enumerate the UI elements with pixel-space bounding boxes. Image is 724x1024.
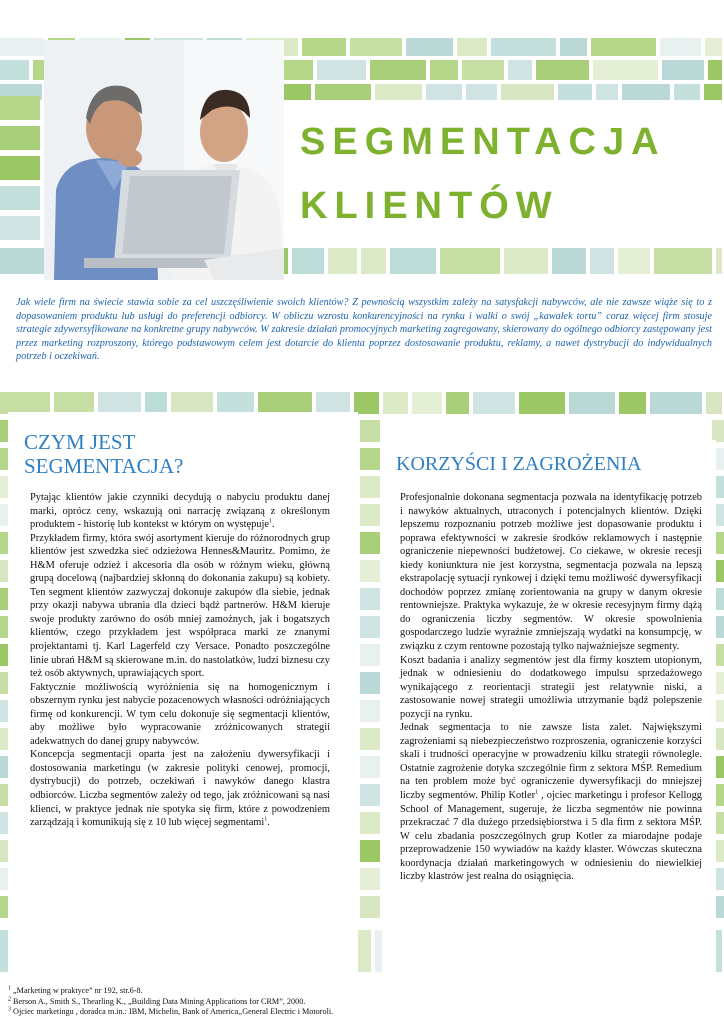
footnote-1: [8, 986, 528, 997]
mosaic-tile: [536, 60, 589, 80]
mosaic-tile: [491, 38, 556, 56]
mosaic-tile: [712, 420, 724, 442]
mosaic-tile: [217, 392, 254, 414]
footnote-3: [8, 1007, 528, 1018]
footnotes: [8, 986, 528, 1018]
mosaic-tile: [360, 504, 380, 526]
mosaic-tile: [412, 392, 442, 414]
mosaic-tile: [704, 84, 722, 100]
mosaic-tile: [316, 392, 350, 414]
footnote-1-number: 1: [8, 985, 11, 992]
mosaic-tile: [650, 392, 702, 414]
mosaic-tile: [317, 60, 366, 80]
mosaic-tile: [54, 392, 94, 414]
footnote-2: [8, 997, 528, 1008]
mosaic-tile: [360, 476, 380, 498]
left-paragraph-1: [30, 491, 330, 532]
left-heading-line-1: CZYM JEST: [24, 430, 136, 454]
mosaic-tile: [171, 392, 213, 414]
mosaic-tile: [360, 644, 380, 666]
mosaic-tile: [508, 60, 532, 80]
mosaic-tile: [560, 38, 587, 56]
mosaic-tile: [360, 588, 380, 610]
mosaic-tile: [0, 728, 8, 750]
mosaic-tile: [406, 38, 453, 56]
right-paragraph-1: Profesjonalnie dokonana segmentacja pozwala na identyfikację potrzeb i nawyków aktualnych, utraconych i potencjalnych klientów. Dzięki lepszemu rozpoznaniu potrzeb możliwe jest dopasowanie produktu i poprawa efektywności w zakresie środków reklamowych i następnie ograniczenie niepewności budżetowej. Co ciekawe, w okresie recesji kiedy koniunktura nie jest korzystna, segmentacja pozwala na lepszą ekstrapolację sytuacji rynkowej i dzięki temu możliwość dywersyfikacji dochodów poprzez zmianę zorientowania na grupy w danym okresie rentowniejsze. Praktyka wykazuje, że w okresie recesyjnym firmy dążą do ograniczenia liczby segmentów. W okresie spowolnienia gospodarczego ludzie wyraźnie zmniejszają wydatki na konsumpcję, w związku z czym rentowne pozostają tylko najważniejsze segmenty.: [400, 492, 702, 653]
mosaic-tile: [383, 392, 408, 414]
title-line-1: SEGMENTACJA: [300, 121, 666, 163]
mosaic-tile: [590, 248, 614, 274]
mosaic-tile: [0, 840, 8, 862]
mosaic-tile: [0, 186, 40, 210]
footnote-3-text: Ojciec marketingu , doradca m.in.: IBM, Michelin, Bank of America,,General Electric i Motoroli.: [11, 1007, 334, 1017]
mosaic-tile: [440, 248, 500, 274]
mosaic-tile: [360, 448, 380, 470]
right-paragraph-3-text-b: , ojciec marketingu i profesor Kellogg School of Management, sugeruje, że liczba segmentów nie powinna przekraczać 7 dla dużego przedsiębiorstwa i 5 dla firm z sektora MŚP. W celu zbadania poszczególnych grup Kotler za miarodajne podaje przeprowadzenie 150 wywiadów na każdy klaster. Wówczas skuteczna koordynacja działań marketingowych w odniesieniu do niewielkiej liczby klastrów jest realna do osiągnięcia.: [400, 790, 702, 883]
mosaic-tile: [593, 60, 658, 80]
mosaic-tile: [0, 60, 29, 80]
mosaic-tile: [360, 784, 380, 806]
mosaic-tile: [0, 616, 8, 638]
mosaic-tile: [360, 560, 380, 582]
mosaic-tile: [0, 38, 44, 56]
mosaic-tile: [596, 84, 618, 100]
left-paragraph-4-end: .: [267, 817, 270, 829]
right-paragraph-3-text-a: Jednak segmentacja to nie zawsze lista zalet. Największymi zagrożeniami są niebezpieczeństwo rozproszenia, ograniczenie korzyści skali i trudności operacyjne w prowadzeniu kilku strategii równolegle. Ostatnie zagrożenie dotyka szczególnie firm z sektora MŚP. Remedium na ten problem może być ograniczenie dywersyfikacji do mniejszej liczby segmentów. Philip Kotler: [400, 722, 702, 802]
left-paragraph-3: Faktycznie możliwością wyróżnienia się na homogenicznym i obszernym rynku jest nabycie pozacenowych własności odróżniających firmę od konkurencji. W tym celu dokonuje się segmentacji klientów, aby możliwe było wypracowanie zróżnicowanych strategii adekwatnych do danej grupy nabywców.: [30, 681, 330, 747]
mosaic-tile: [360, 700, 380, 722]
left-paragraph-4: [30, 748, 330, 829]
mosaic-tile: [552, 248, 586, 274]
mosaic-tile: [674, 84, 700, 100]
mosaic-tile: [619, 392, 646, 414]
mosaic-tile: [466, 84, 497, 100]
mosaic-tile: [426, 84, 462, 100]
footnote-ref: 1: [535, 789, 539, 796]
mosaic-tile: [360, 420, 380, 442]
mosaic-tile: [0, 96, 40, 120]
footnote-3-number: 3: [8, 1006, 11, 1013]
mosaic-tile: [446, 392, 469, 414]
mosaic-tile: [0, 644, 8, 666]
right-paragraph-2: Koszt badania i analizy segmentów jest dla firmy kosztem utopionym, jednak w odniesieniu do dodatkowego impulsu sprzedażowego wynikającego z reorientacji strategii jest relatywnie niski, a zastosowanie nowej strategii umożliwia utrzymanie bądź polepszenie pozycji na rynku.: [400, 654, 702, 720]
mosaic-tile: [390, 248, 436, 274]
mosaic-tile: [457, 38, 487, 56]
mosaic-tile: [519, 392, 565, 414]
footnote-ref: 1: [268, 518, 272, 525]
intro-paragraph: Jak wiele firm na świecie stawia sobie za cel uszczęśliwienie swoich klientów? Z pewnością wszystkim zależy na satysfakcji nabywców, ale nie zawsze wiąże się to z dopasowaniem produktu lub usługi do preferencji odbiorcy. W obliczu wzrostu konkurencyjności na rynku i walki o swój „kawałek tortu” coraz więcej firm stosuje strategie zdywersyfikowane na konkretne grupy nabywców. W zakresie działań promocyjnych marketing zagregowany, skierowany do ogólnego odbiorcy zastępowany jest przez marketing rozproszony, którego podstawowym celem jest dotarcie do klienta poprzez dostosowanie produktu, reklamy, a nawet dystrybucji do indywidualnych potrzeb i oczekiwań.: [16, 297, 712, 363]
mosaic-tile: [360, 728, 380, 750]
right-paragraph-3: [400, 721, 702, 884]
mosaic-tile: [504, 248, 548, 274]
business-meeting-photo: [44, 40, 284, 280]
mosaic-tile: [0, 420, 8, 442]
mosaic-tile: [0, 784, 8, 806]
mosaic-tile: [622, 84, 670, 100]
mosaic-tile: [0, 156, 40, 180]
mosaic-tile: [716, 248, 722, 274]
mosaic-tile: [360, 868, 380, 890]
mosaic-tile: [0, 560, 8, 582]
left-paragraph-2: Przykładem firmy, która swój asortyment kieruje do różnorodnych grup klientów jest szwedzka sieć odzieżowa Hennes&Mauritz. Pomimo, że H&M oferuje odzież i akcesoria dla osób w różnym wieku, główną grupą docelową (najbardziej skłonną do dokonania zakupu) są kobiety. Ten segment klientów zazwyczaj dokonuje zakupów dla siebie, jednak przy okazji nabywa ubrania dla dzieci bądź partnerów. H&M kieruje swoje produkty zarówno do osób mniej zamożnych, jak i bogatszych klientów, czego przykładem jest współpraca marki ze znanymi projektantami tj. Karl Lagerfeld czy Versace. Ponadto poszczególne linie ubrań H&M są skierowane m.in. do nastolatków, ludzi biznesu czy też osób aktywnych, uprawiających sport.: [30, 532, 330, 680]
mosaic-tile: [375, 84, 422, 100]
mosaic-tile: [0, 700, 8, 722]
right-body: [400, 491, 702, 884]
mosaic-tile: [0, 812, 8, 834]
mosaic-tile: [660, 38, 701, 56]
mosaic-tile: [361, 248, 386, 274]
mosaic-tile: [360, 840, 380, 862]
left-paragraph-4-text: Koncepcja segmentacji oparta jest na założeniu dywersyfikacji i dostosowania marketingu (w zakresie polityki cenowej, promocji, dystrybucji) do potrzeb, oczekiwań i nawyków danego klastra odbiorców. Liczba segmentów zależy od tego, jak zróżnicowani są nasi klienci, w praktyce jednak nie spotyka się firm, które z powodzeniem zarządzają i komunikują się z 10 lub więcej segmentami: [30, 749, 330, 829]
mosaic-tile: [145, 392, 167, 414]
mosaic-tile: [328, 248, 357, 274]
left-heading-line-2: SEGMENTACJA?: [24, 454, 184, 478]
mosaic-tile: [315, 84, 371, 100]
mosaic-tile: [0, 756, 8, 778]
title-line-2: KLIENTÓW: [300, 185, 559, 227]
mosaic-tile: [360, 672, 380, 694]
mosaic-tile: [662, 60, 704, 80]
title-block: [292, 104, 712, 244]
mosaic-tile: [370, 60, 426, 80]
photo-illustration: [44, 40, 284, 280]
mosaic-tile: [708, 60, 722, 80]
left-paragraph-1-end: .: [271, 519, 275, 531]
mosaic-tile: [0, 504, 8, 526]
mosaic-tile: [98, 392, 141, 414]
mosaic-tile: [569, 392, 615, 414]
mosaic-tile: [0, 216, 40, 240]
mosaic-tile: [501, 84, 554, 100]
mosaic-tile: [430, 60, 458, 80]
mosaic-tile: [0, 672, 8, 694]
mosaic-tile: [0, 392, 50, 414]
right-heading: KORZYŚCI I ZAGROŻENIA: [396, 453, 642, 475]
mosaic-tile: [292, 248, 324, 274]
footnote-1-text: „Marketing w praktyce” nr 192, str.6-8.: [11, 986, 143, 995]
mosaic-tile: [706, 392, 722, 414]
mosaic-tile: [0, 126, 40, 150]
mosaic-tile: [473, 392, 515, 414]
left-body: [30, 491, 330, 830]
footnote-2-number: 2: [8, 995, 11, 1002]
footnote-2-text: Berson A., Smith S., Thearling K., „Building Data Mining Applications for CRM”, 2000.: [11, 996, 306, 1006]
mosaic-tile: [0, 896, 8, 918]
mosaic-tile: [654, 248, 712, 274]
mosaic-tile: [0, 868, 8, 890]
mosaic-tile: [0, 448, 8, 470]
mosaic-tile: [0, 532, 8, 554]
mosaic-tile: [618, 248, 650, 274]
mosaic-tile: [558, 84, 592, 100]
mosaic-tile: [0, 588, 8, 610]
mosaic-tile: [350, 38, 402, 56]
mosaic-tile: [0, 476, 8, 498]
mosaic-tile: [360, 616, 380, 638]
mosaic-tile: [591, 38, 656, 56]
mosaic-tile: [360, 532, 380, 554]
mosaic-tile: [0, 248, 49, 274]
mosaic-tile: [302, 38, 346, 56]
mosaic-tile: [360, 756, 380, 778]
mosaic-tile: [462, 60, 504, 80]
left-heading: [24, 430, 344, 478]
mosaic-tile: [705, 38, 722, 56]
mosaic-tile: [354, 392, 379, 414]
footnote-ref: 1: [264, 816, 268, 823]
left-paragraph-1-text: Pytając klientów jakie czynniki decydują o nabyciu produktu danej marki, oprócz ceny, wskazują oni narrację związaną z określonym produktem - historię lub kontekst w którym on występuje: [30, 492, 330, 531]
mosaic-tile: [360, 896, 380, 918]
mosaic-tile: [360, 812, 380, 834]
mosaic-tile: [258, 392, 312, 414]
